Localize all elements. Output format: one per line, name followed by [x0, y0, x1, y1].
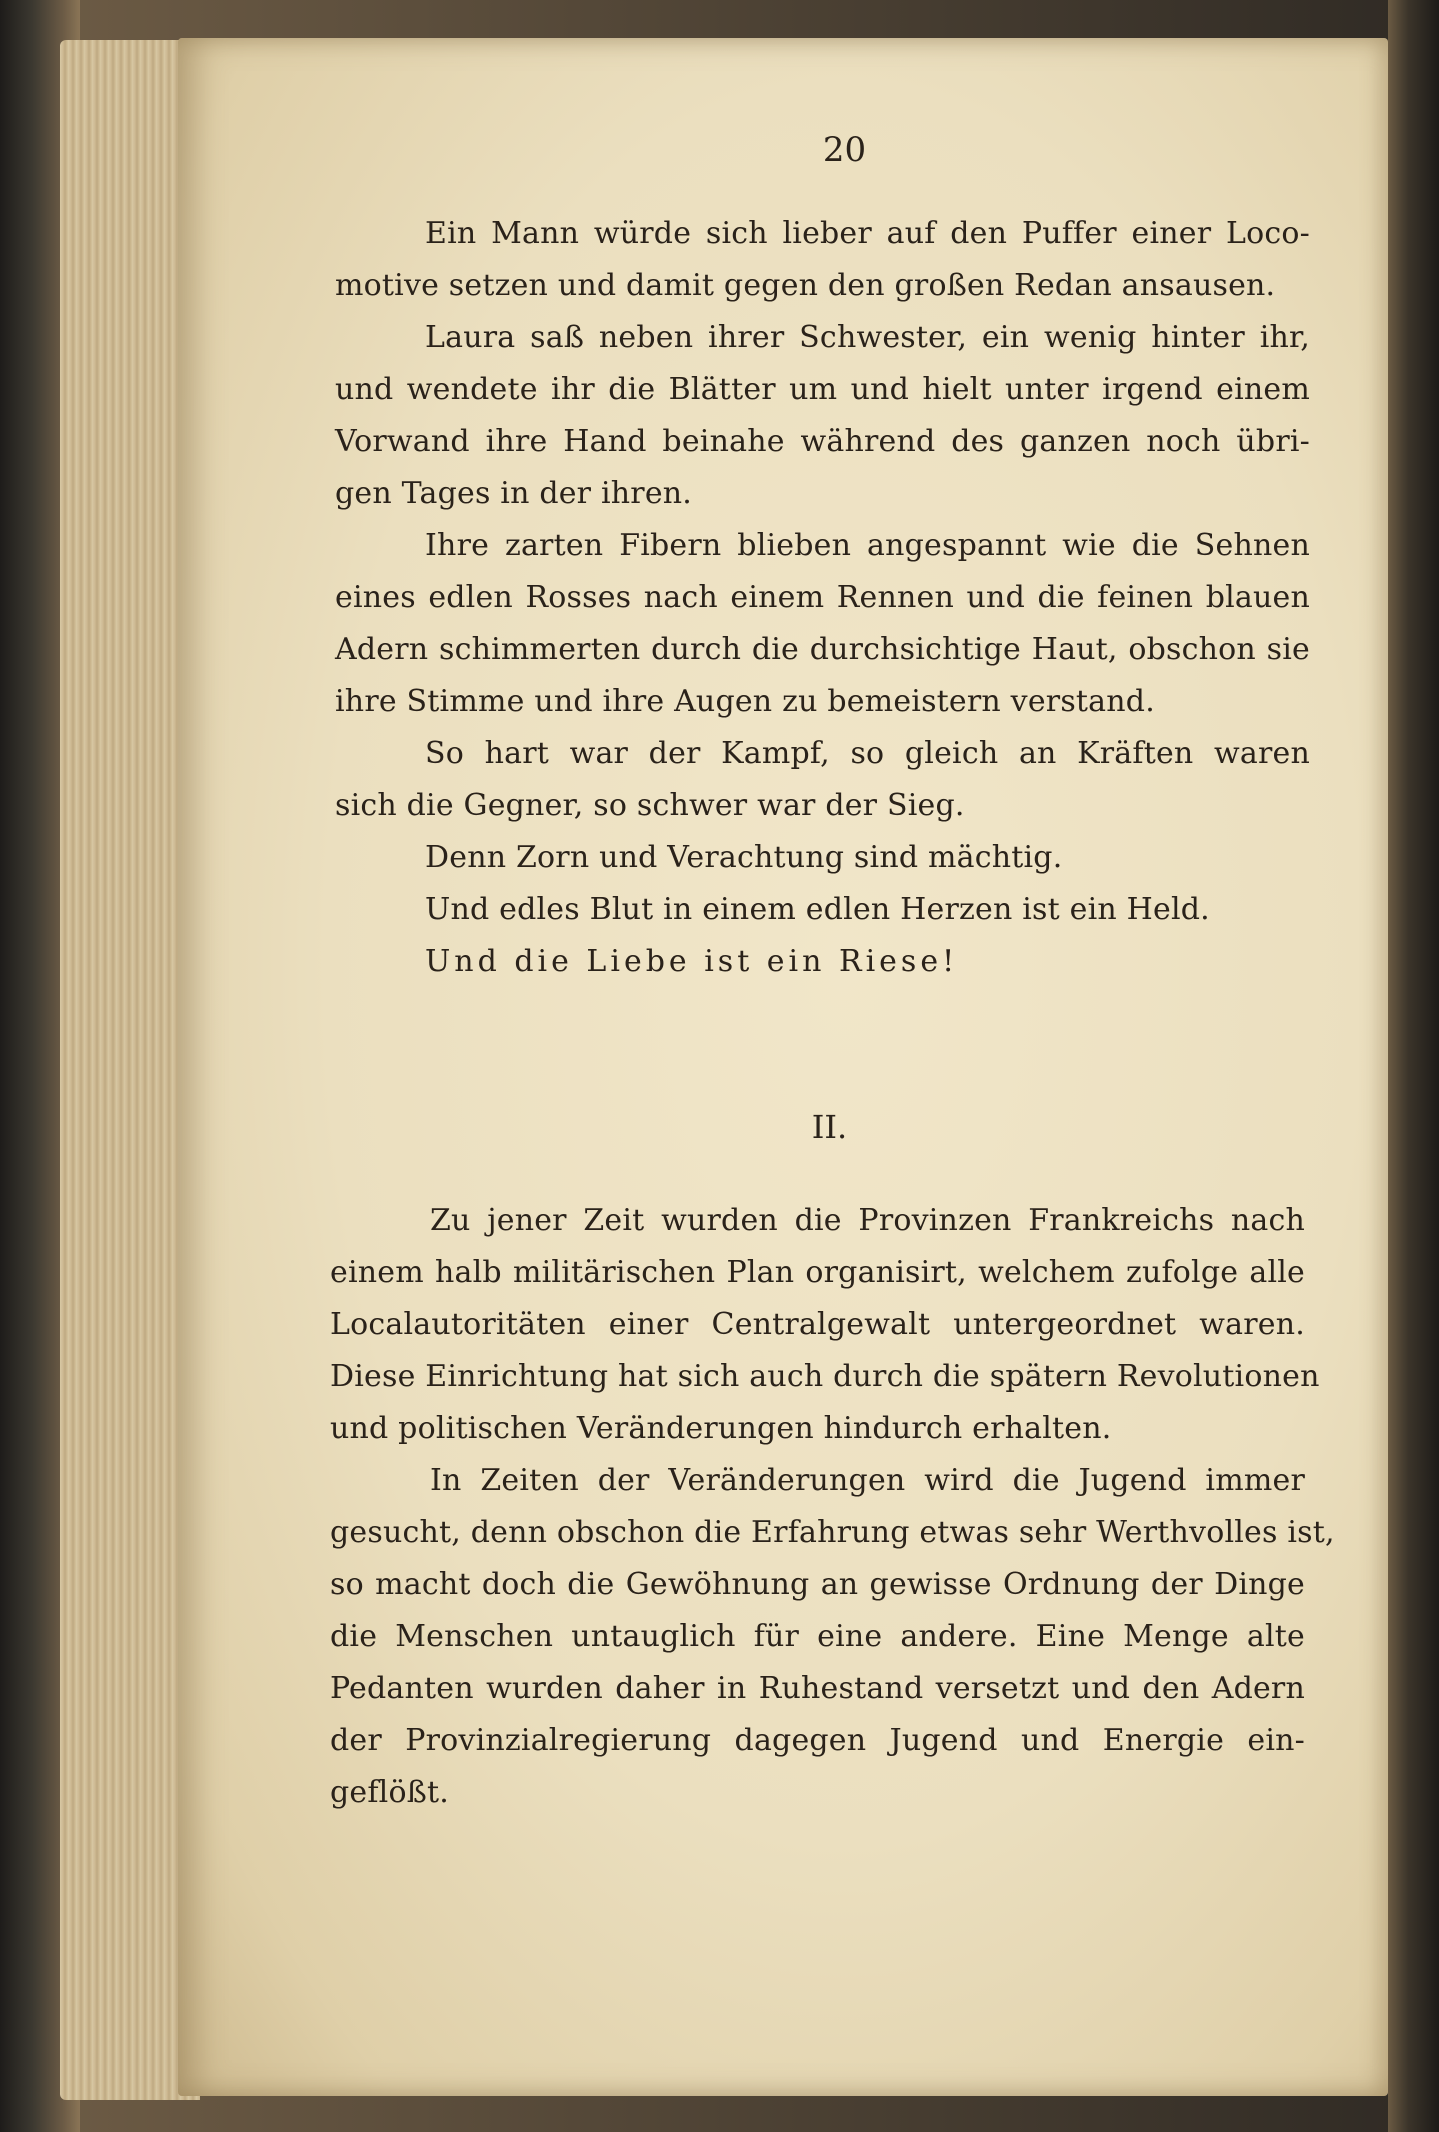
text-line: und wendete ihr die Blätter um und hielt unter irgend einem	[335, 372, 1310, 407]
text-line: der Provinzialregierung dagegen Jugend und Energie ein-	[330, 1723, 1305, 1758]
text-line: Zu jener Zeit wurden die Provinzen Frankreichs nach	[430, 1203, 1305, 1238]
text-line: Und edles Blut in einem edlen Herzen ist ein Held.	[425, 892, 1210, 927]
text-line: Denn Zorn und Verachtung sind mächtig.	[425, 840, 1063, 875]
text-line: motive setzen und damit gegen den großen Redan ansausen.	[335, 268, 1276, 303]
text-line: Pedanten wurden daher in Ruhestand versetzt und den Adern	[330, 1671, 1305, 1706]
page-number: 20	[822, 130, 867, 170]
text-line: eines edlen Rosses nach einem Rennen und die feinen blauen	[335, 580, 1310, 615]
text-line: gesucht, denn obschon die Erfahrung etwas sehr Werthvolles ist,	[330, 1515, 1335, 1550]
text-line: Vorwand ihre Hand beinahe während des ganzen noch übri-	[335, 424, 1310, 459]
text-line: geflößt.	[330, 1775, 449, 1810]
text-line: die Menschen untauglich für eine andere. Eine Menge alte	[330, 1619, 1305, 1654]
text-line: Ein Mann würde sich lieber auf den Puffer einer Loco-	[425, 216, 1310, 251]
text-line: Und die Liebe ist ein Riese!	[425, 944, 959, 979]
text-line: In Zeiten der Veränderungen wird die Jugend immer	[430, 1463, 1305, 1498]
text-line: Ihre zarten Fibern blieben angespannt wie die Sehnen	[425, 528, 1310, 563]
text-line: so macht doch die Gewöhnung an gewisse Ordnung der Dinge	[330, 1567, 1305, 1602]
section-heading: II.	[811, 1108, 848, 1146]
text-line: und politischen Veränderungen hindurch erhalten.	[330, 1411, 1112, 1446]
text-line: einem halb militärischen Plan organisirt, welchem zufolge alle	[330, 1255, 1305, 1290]
text-line: Adern schimmerten durch die durchsichtige Haut, obschon sie	[335, 632, 1310, 667]
text-line: Diese Einrichtung hat sich auch durch die spätern Revolutionen	[330, 1359, 1320, 1394]
text-line: sich die Gegner, so schwer war der Sieg.	[335, 788, 965, 823]
text-line: ihre Stimme und ihre Augen zu bemeistern verstand.	[335, 684, 1155, 719]
text-block-top	[335, 208, 1310, 988]
text-line: So hart war der Kampf, so gleich an Kräften waren	[425, 736, 1310, 771]
book-gutter-shadow	[1388, 0, 1439, 2132]
text-line: Localautoritäten einer Centralgewalt untergeordnet waren.	[330, 1307, 1305, 1342]
text-line: Laura saß neben ihrer Schwester, ein wenig hinter ihr,	[425, 320, 1310, 355]
text-line: gen Tages in der ihren.	[335, 476, 693, 511]
text-block-bottom	[330, 1195, 1335, 1819]
